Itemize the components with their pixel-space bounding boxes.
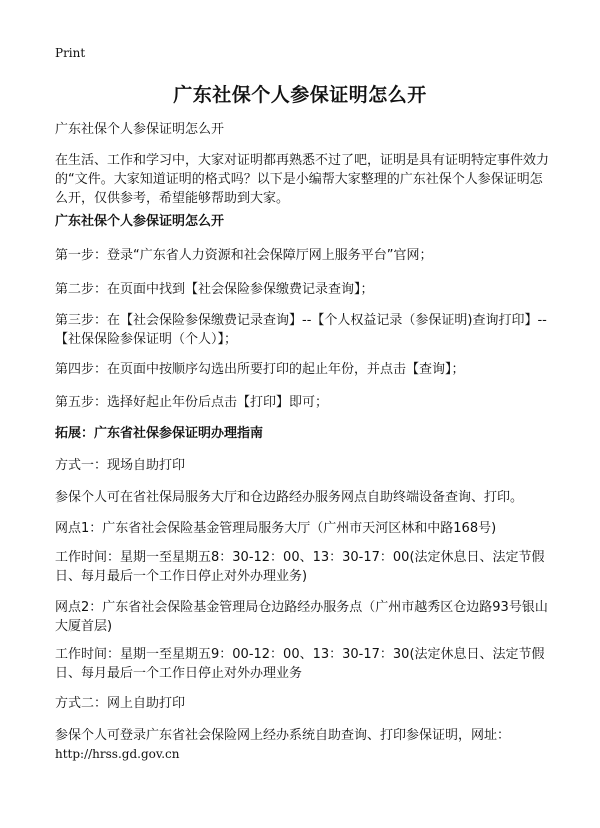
step-2: 第二步：在页面中找到【社会保险参保缴费记录查询】； — [55, 282, 374, 297]
method-2-title: 方式二：网上自助打印 — [55, 696, 186, 711]
service-point-1: 网点1：广东省社会保险基金管理局服务大厅（广州市天河区林和中路168号) — [55, 521, 497, 536]
step-4: 第四步：在页面中按顺序勾选出所要打印的起止年份，并点击【查询】； — [55, 362, 465, 377]
service-point-2: 网点2：广东省社会保险基金管理局仓边路经办服务点（广州市越秀区仓边路93号银山大厦首层) — [55, 600, 548, 634]
step-5: 第五步：选择好起止年份后点击【打印】即可； — [55, 395, 329, 410]
working-hours-1: 工作时间：星期一至星期五8：30-12：00、13：30-17：00(法定休息日、法定节假日、每月最后一个工作日停止对外办理业务) — [55, 550, 545, 584]
subtitle: 广东社保个人参保证明怎么开 — [55, 122, 225, 137]
print-link[interactable]: Print — [55, 46, 86, 60]
section-heading-steps: 广东社保个人参保证明怎么开 — [55, 214, 225, 229]
page-title: 广东社保个人参保证明怎么开 — [173, 84, 427, 106]
method-1-description: 参保个人可在省社保局服务大厅和仓边路经办服务网点自助终端设备查询、打印。 — [55, 490, 524, 505]
step-3: 第三步：在【社会保险参保缴费记录查询】--【个人权益记录（参保证明)查询打印】--【社保保险参保证明（个人）】； — [55, 313, 547, 347]
step-1: 第一步：登录“广东省人力资源和社会保障厅网上服务平台”官网； — [55, 248, 433, 263]
section-heading-guide: 拓展：广东省社保参保证明办理指南 — [55, 426, 264, 441]
method-1-title: 方式一：现场自助打印 — [55, 458, 186, 473]
method-2-description: 参保个人可登录广东省社会保险网上经办系统自助查询、打印参保证明，网址： — [55, 728, 511, 743]
working-hours-2: 工作时间：星期一至星期五9：00-12：00、13：30-17：30(法定休息日、法定节假日、每月最后一个工作日停止对外办理业务 — [55, 647, 545, 681]
service-url-link[interactable]: http://hrss.gd.gov.cn — [55, 747, 180, 761]
intro-paragraph: 在生活、工作和学习中，大家对证明都再熟悉不过了吧，证明是具有证明特定事件效力的“文件。大家知道证明的格式吗？以下是小编帮大家整理的广东社保个人参保证明怎么开，仅供参考，希望能够帮助到大家。 — [55, 153, 550, 206]
